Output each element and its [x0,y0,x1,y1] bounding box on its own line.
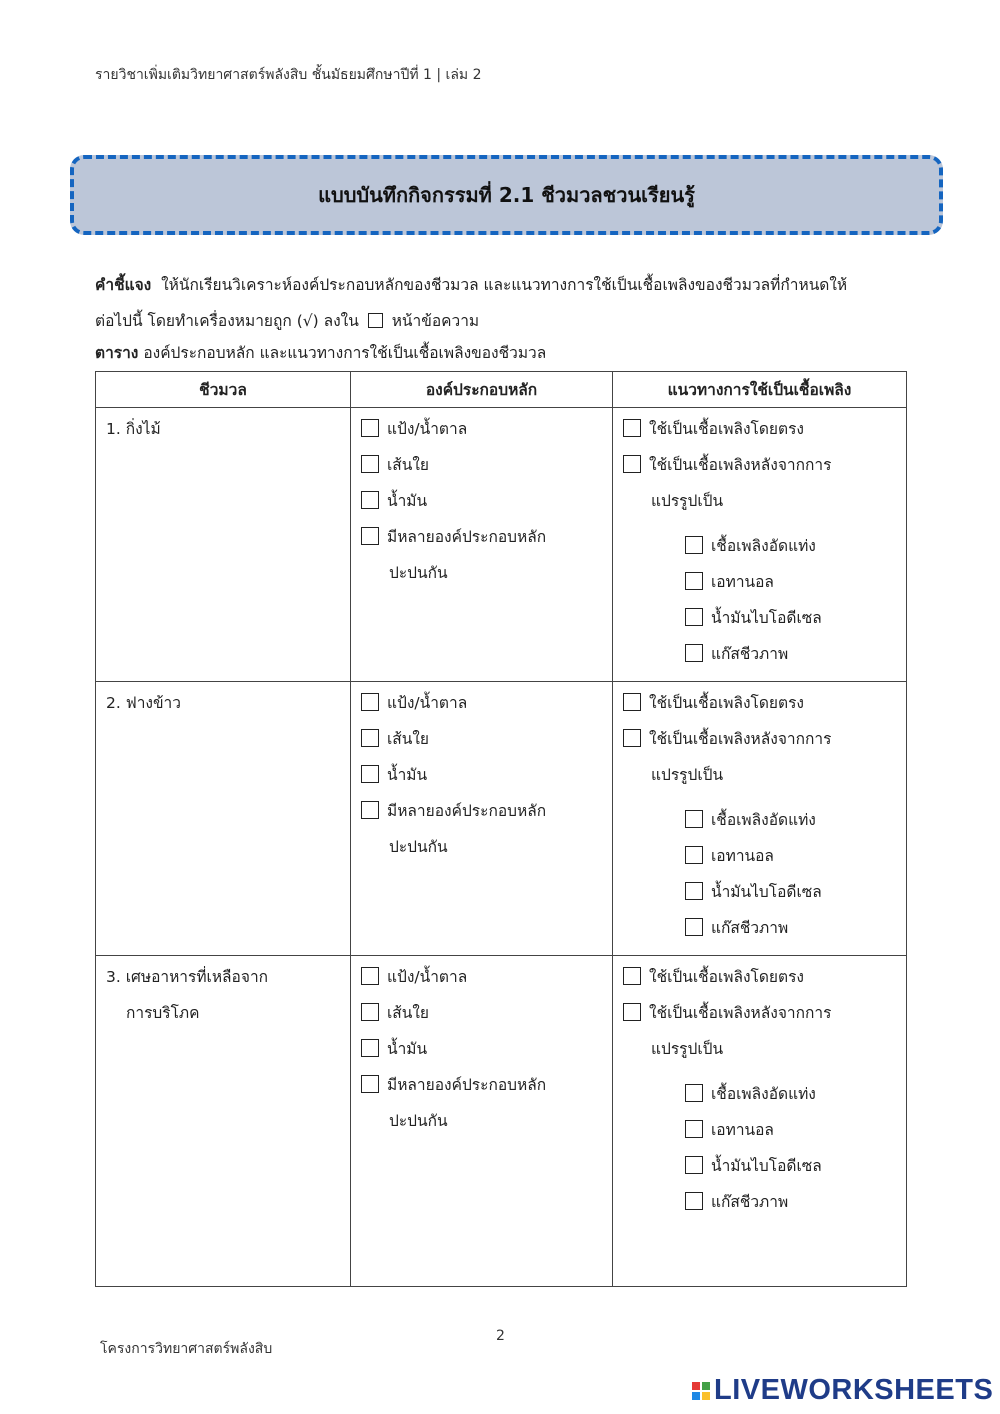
use-option[interactable]: ใช้เป็นเชื้อเพลิงหลังจากการ [623,998,896,1034]
logo-square-green [702,1382,710,1390]
biomass-name-cont [106,724,340,760]
table-caption [95,340,546,365]
sub-use-option[interactable]: แก๊สชีวภาพ [623,639,896,675]
checkbox[interactable] [361,1075,379,1093]
use-option[interactable]: ใช้เป็นเชื้อเพลิงโดยตรง [623,962,896,998]
checkbox[interactable] [361,693,379,711]
checkbox[interactable] [361,729,379,747]
biomass-table [95,371,907,1287]
brand-logo-icon [692,1382,710,1400]
component-option[interactable]: น้ำมัน [361,760,602,796]
sub-use-option[interactable]: เชื้อเพลิงอัดแท่ง [623,1079,896,1115]
table-header-row [96,372,907,408]
table-caption-label: ตาราง [95,344,139,362]
sub-use-option[interactable]: เชื้อเพลิงอัดแท่ง [623,531,896,567]
biomass-name: 2. ฟางข้าว [106,694,181,712]
checkbox[interactable] [685,1192,703,1210]
component-option[interactable]: มีหลายองค์ประกอบหลัก [361,1070,602,1106]
biomass-name-cont: การบริโภค [126,1004,200,1022]
fuel-uses-cell [613,408,907,682]
component-option[interactable]: น้ำมัน [361,1034,602,1070]
activity-title: แบบบันทึกกิจกรรมที่ 2.1 ชีวมวลชวนเรียนรู้ [318,183,695,207]
table-row [96,956,907,1287]
instructions-text-1: ให้นักเรียนวิเคราะห์องค์ประกอบหลักของชีวมวล และแนวทางการใช้เป็นเชื้อเพลิงของชีวมวลที่กำหนดให้ [161,276,848,294]
checkbox[interactable] [361,765,379,783]
header-biomass: ชีวมวล [96,372,351,408]
components-cell [351,682,613,956]
fuel-uses-cell [613,956,907,1287]
biomass-name: 1. กิ่งไม้ [106,420,161,438]
checkbox[interactable] [685,918,703,936]
component-option[interactable]: มีหลายองค์ประกอบหลัก [361,796,602,832]
checkbox[interactable] [623,729,641,747]
checkbox[interactable] [685,1084,703,1102]
sub-use-option[interactable]: แก๊สชีวภาพ [623,913,896,949]
activity-title-box [70,155,943,235]
checkbox[interactable] [361,1039,379,1057]
fuel-uses-cell [613,682,907,956]
sub-use-option[interactable]: น้ำมันไบโอดีเซล [623,603,896,639]
checkbox[interactable] [361,527,379,545]
component-option-cont: ปะปนกัน [389,1112,448,1130]
component-option[interactable]: เส้นใย [361,724,602,760]
instructions-line-1 [95,267,910,303]
component-option[interactable]: แป้ง/น้ำตาล [361,962,602,998]
checkbox[interactable] [623,967,641,985]
checkbox[interactable] [685,846,703,864]
biomass-name-cont [106,450,340,486]
instructions-text-2b: หน้าข้อความ [391,312,480,330]
component-option[interactable]: แป้ง/น้ำตาล [361,414,602,450]
sub-use-option[interactable]: เอทานอล [623,841,896,877]
sub-use-option[interactable]: แก๊สชีวภาพ [623,1187,896,1223]
example-checkbox-icon [368,313,383,328]
component-option[interactable]: เส้นใย [361,450,602,486]
logo-square-blue [692,1392,700,1400]
instructions-line-2 [95,303,910,339]
use-option[interactable]: ใช้เป็นเชื้อเพลิงหลังจากการ [623,450,896,486]
checkbox[interactable] [685,536,703,554]
components-cell [351,956,613,1287]
checkbox[interactable] [685,1120,703,1138]
brand-name: LIVEWORKSHEETS [714,1374,994,1406]
checkbox[interactable] [361,491,379,509]
use-option[interactable]: ใช้เป็นเชื้อเพลิงโดยตรง [623,414,896,450]
biomass-name: 3. เศษอาหารที่เหลือจาก [106,968,269,986]
component-option[interactable]: มีหลายองค์ประกอบหลัก [361,522,602,558]
checkbox[interactable] [361,455,379,473]
checkbox[interactable] [361,967,379,985]
checkbox[interactable] [623,1003,641,1021]
component-option-cont: ปะปนกัน [389,564,448,582]
liveworksheets-logo[interactable] [692,1374,993,1407]
instructions-label: คำชี้แจง [95,276,152,294]
checkbox[interactable] [623,693,641,711]
table-row [96,408,907,682]
use-option-cont: แปรรูปเป็น [651,766,724,784]
use-option[interactable]: ใช้เป็นเชื้อเพลิงหลังจากการ [623,724,896,760]
page-number: 2 [496,1328,505,1344]
table-caption-text: องค์ประกอบหลัก และแนวทางการใช้เป็นเชื้อเพลิงของชีวมวล [143,344,547,362]
sub-use-option[interactable]: เอทานอล [623,1115,896,1151]
sub-use-option[interactable]: น้ำมันไบโอดีเซล [623,877,896,913]
table-row [96,682,907,956]
checkbox[interactable] [685,644,703,662]
footer-text: โครงการวิทยาศาสตร์พลังสิบ [100,1341,273,1357]
checkbox[interactable] [361,419,379,437]
component-option-cont: ปะปนกัน [389,838,448,856]
component-option[interactable]: แป้ง/น้ำตาล [361,688,602,724]
logo-square-yellow [702,1392,710,1400]
instructions-text-2a: ต่อไปนี้ โดยทำเครื่องหมายถูก (√) ลงใน [95,312,359,330]
sub-use-option[interactable]: เอทานอล [623,567,896,603]
checkbox[interactable] [685,1156,703,1174]
use-option-cont: แปรรูปเป็น [651,492,724,510]
component-option[interactable]: เส้นใย [361,998,602,1034]
logo-square-red [692,1382,700,1390]
checkbox[interactable] [623,455,641,473]
component-option[interactable]: น้ำมัน [361,486,602,522]
sub-use-option[interactable]: น้ำมันไบโอดีเซล [623,1151,896,1187]
biomass-cell [96,956,351,1287]
components-cell [351,408,613,682]
use-option[interactable]: ใช้เป็นเชื้อเพลิงโดยตรง [623,688,896,724]
sub-use-option[interactable]: เชื้อเพลิงอัดแท่ง [623,805,896,841]
header-fuel-uses: แนวทางการใช้เป็นเชื้อเพลิง [613,372,907,408]
instructions [95,267,910,339]
checkbox[interactable] [685,882,703,900]
checkbox[interactable] [361,801,379,819]
biomass-cell [96,682,351,956]
checkbox[interactable] [685,810,703,828]
checkbox[interactable] [685,572,703,590]
checkbox[interactable] [361,1003,379,1021]
checkbox[interactable] [623,419,641,437]
checkbox[interactable] [685,608,703,626]
use-option-cont: แปรรูปเป็น [651,1040,724,1058]
page-header: รายวิชาเพิ่มเติมวิทยาศาสตร์พลังสิบ ชั้นมัธยมศึกษาปีที่ 1 | เล่ม 2 [95,67,482,83]
biomass-cell [96,408,351,682]
header-components: องค์ประกอบหลัก [351,372,613,408]
